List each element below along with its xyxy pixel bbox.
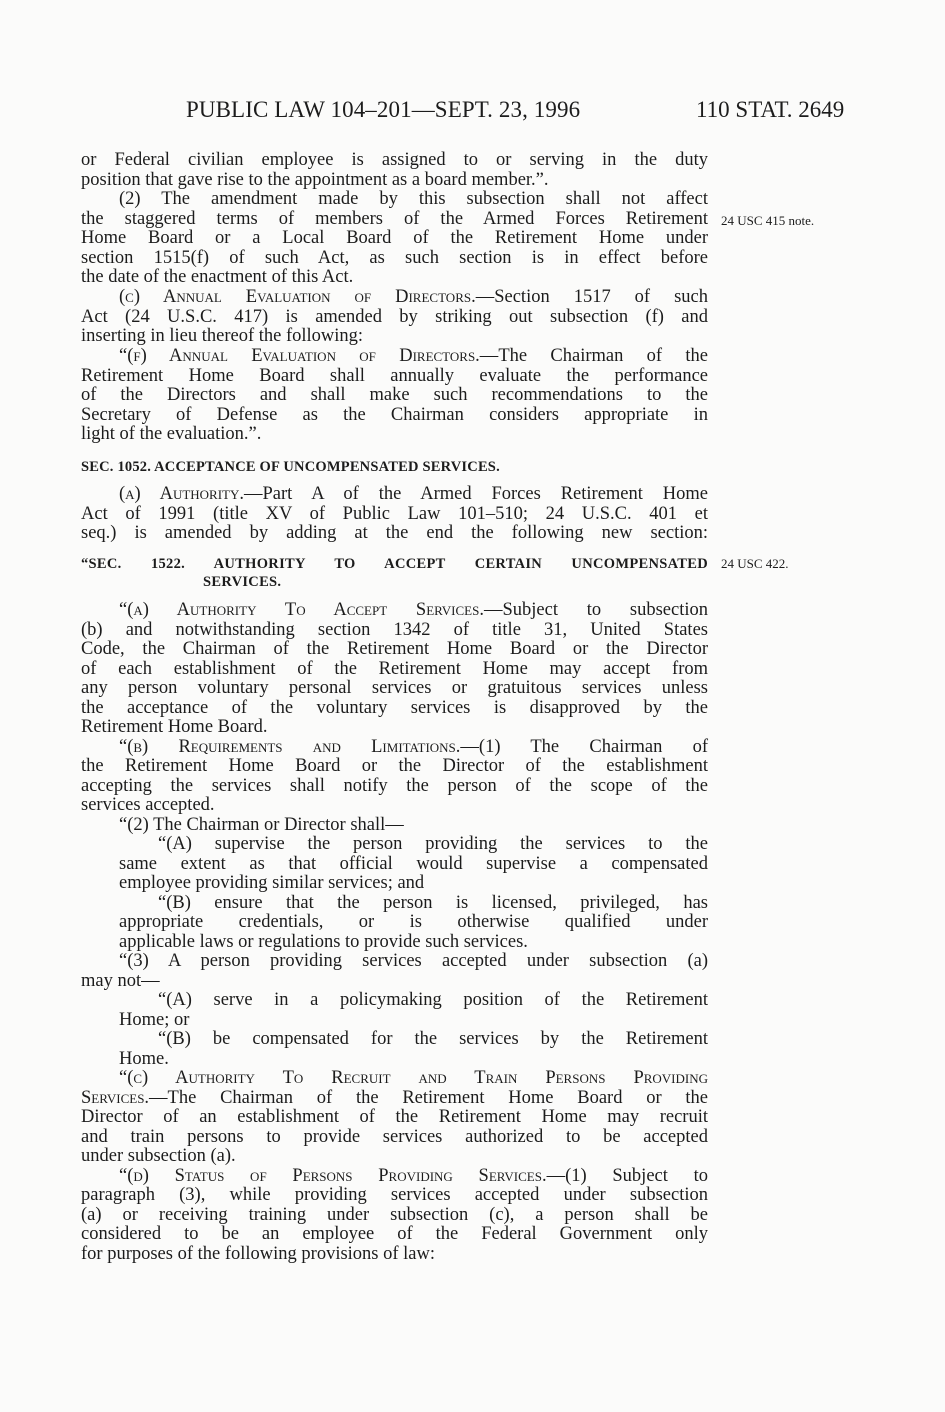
text-line: considered to be an employee of the Federal Government only [81, 1224, 708, 1244]
margin-note-usc-415: 24 USC 415 note. [721, 213, 815, 228]
text-run: Section 1517 of such [494, 287, 708, 307]
text-line: “(A) supervise the person providing the services to the [158, 834, 708, 854]
text-line [119, 600, 708, 620]
caption-requirements: “(b) Requirements and Limitations.— [119, 737, 479, 757]
caption-authority-to-recruit: “(c) Authority To Recruit and Train Persons Providing [119, 1068, 708, 1088]
text-line [119, 1166, 708, 1186]
text-line: for purposes of the following provisions of law: [81, 1244, 436, 1264]
caption-annual-evaluation: (c) Annual Evaluation of Directors.— [119, 287, 495, 307]
text-line: paragraph (3), while providing services accepted under subsection [81, 1185, 708, 1205]
text-line [119, 287, 708, 307]
text-line [119, 346, 708, 366]
text-line: Retirement Home Board. [81, 717, 268, 737]
caption-authority: (a) Authority.— [119, 484, 263, 504]
text-line: “(B) be compensated for the services by the Retirement [158, 1029, 708, 1049]
text-line: may not— [81, 971, 160, 991]
text-line: Retirement Home Board shall annually evaluate the performance [81, 366, 708, 386]
text-line: Act of 1991 (title XV of Public Law 101–510; 24 U.S.C. 401 et [81, 504, 708, 524]
text-line: “(3) A person providing services accepted under subsection (a) [119, 951, 708, 971]
caption-authority-to-accept: “(a) Authority To Accept Services.— [119, 600, 503, 620]
text-line: Director of an establishment of the Retirement Home may recruit [81, 1107, 708, 1127]
text-line [81, 1088, 708, 1108]
text-line: section 1515(f) of such Act, as such section is in effect before [81, 248, 708, 268]
text-run: The Chairman of the [498, 346, 708, 366]
text-line: (a) or receiving training under subsection (c), a person shall be [81, 1205, 708, 1225]
text-line: of each establishment of the Retirement Home may accept from [81, 659, 708, 679]
text-line: same extent as that official would supervise a compensated [119, 854, 708, 874]
text-line: Code, the Chairman of the Retirement Home Board or the Director [81, 639, 708, 659]
statute-page-number: 110 STAT. 2649 [696, 97, 845, 122]
section-heading-1052: SEC. 1052. ACCEPTANCE OF UNCOMPENSATED SERVICES. [81, 459, 500, 475]
text-line: the staggered terms of members of the Armed Forces Retirement [81, 209, 708, 229]
caption-status-of-persons: “(d) Status of Persons Providing Services.— [119, 1166, 566, 1186]
running-header-title: PUBLIC LAW 104–201—SEPT. 23, 1996 [186, 97, 581, 122]
text-line: employee providing similar services; and [119, 873, 425, 893]
text-line: Act (24 U.S.C. 417) is amended by striking out subsection (f) and [81, 307, 708, 327]
text-run: Part A of the Armed Forces Retirement Home [262, 484, 708, 504]
margin-note-usc-422: 24 USC 422. [721, 556, 789, 571]
text-line: seq.) is amended by adding at the end the following new section: [81, 523, 708, 543]
text-line: and train persons to provide services authorized to be accepted [81, 1127, 708, 1147]
text-line: position that gave rise to the appointment as a board member.”. [81, 170, 549, 190]
text-line: the Retirement Home Board or the Director of the establishment [81, 756, 708, 776]
text-run: The Chairman of the Retirement Home Board or the [167, 1088, 708, 1108]
text-line: Home. [119, 1049, 169, 1069]
text-line: inserting in lieu thereof the following: [81, 326, 364, 346]
caption-f-annual-evaluation: “(f) Annual Evaluation of Directors.— [119, 346, 499, 366]
text-run: (1) The Chairman of [478, 737, 708, 757]
caption-services: Services.— [81, 1088, 168, 1108]
text-line: light of the evaluation.”. [81, 424, 262, 444]
text-line: accepting the services shall notify the person of the scope of the [81, 776, 708, 796]
text-line: Home; or [119, 1010, 190, 1030]
text-run: (1) Subject to [565, 1166, 708, 1186]
text-line: services accepted. [81, 795, 215, 815]
text-line: “(B) ensure that the person is licensed, privileged, has [158, 893, 708, 913]
text-run: Subject to subsection [502, 600, 709, 620]
text-line: (b) and notwithstanding section 1342 of title 31, United States [81, 620, 708, 640]
section-heading-1522: “SEC. 1522. AUTHORITY TO ACCEPT CERTAIN UNCOMPENSATED [81, 556, 708, 572]
text-line: the date of the enactment of this Act. [81, 267, 354, 287]
section-heading-1522-continued: SERVICES. [203, 574, 282, 590]
text-line [119, 737, 708, 757]
text-line: Home Board or a Local Board of the Retirement Home under [81, 228, 708, 248]
text-line: (2) The amendment made by this subsection shall not affect [119, 189, 708, 209]
text-line: under subsection (a). [81, 1146, 236, 1166]
text-line: appropriate credentials, or is otherwise qualified under [119, 912, 708, 932]
text-line: “(2) The Chairman or Director shall— [119, 815, 404, 835]
text-line: “(A) serve in a policymaking position of the Retirement [158, 990, 708, 1010]
text-line: Secretary of Defense as the Chairman considers appropriate in [81, 405, 708, 425]
text-line: applicable laws or regulations to provide such services. [119, 932, 528, 952]
text-line [119, 484, 708, 504]
text-line: of the Directors and shall make such recommendations to the [81, 385, 708, 405]
text-line: or Federal civilian employee is assigned to or serving in the duty [81, 150, 708, 170]
text-line: the acceptance of the voluntary services is disapproved by the [81, 698, 708, 718]
text-line: any person voluntary personal services or gratuitous services unless [81, 678, 708, 698]
